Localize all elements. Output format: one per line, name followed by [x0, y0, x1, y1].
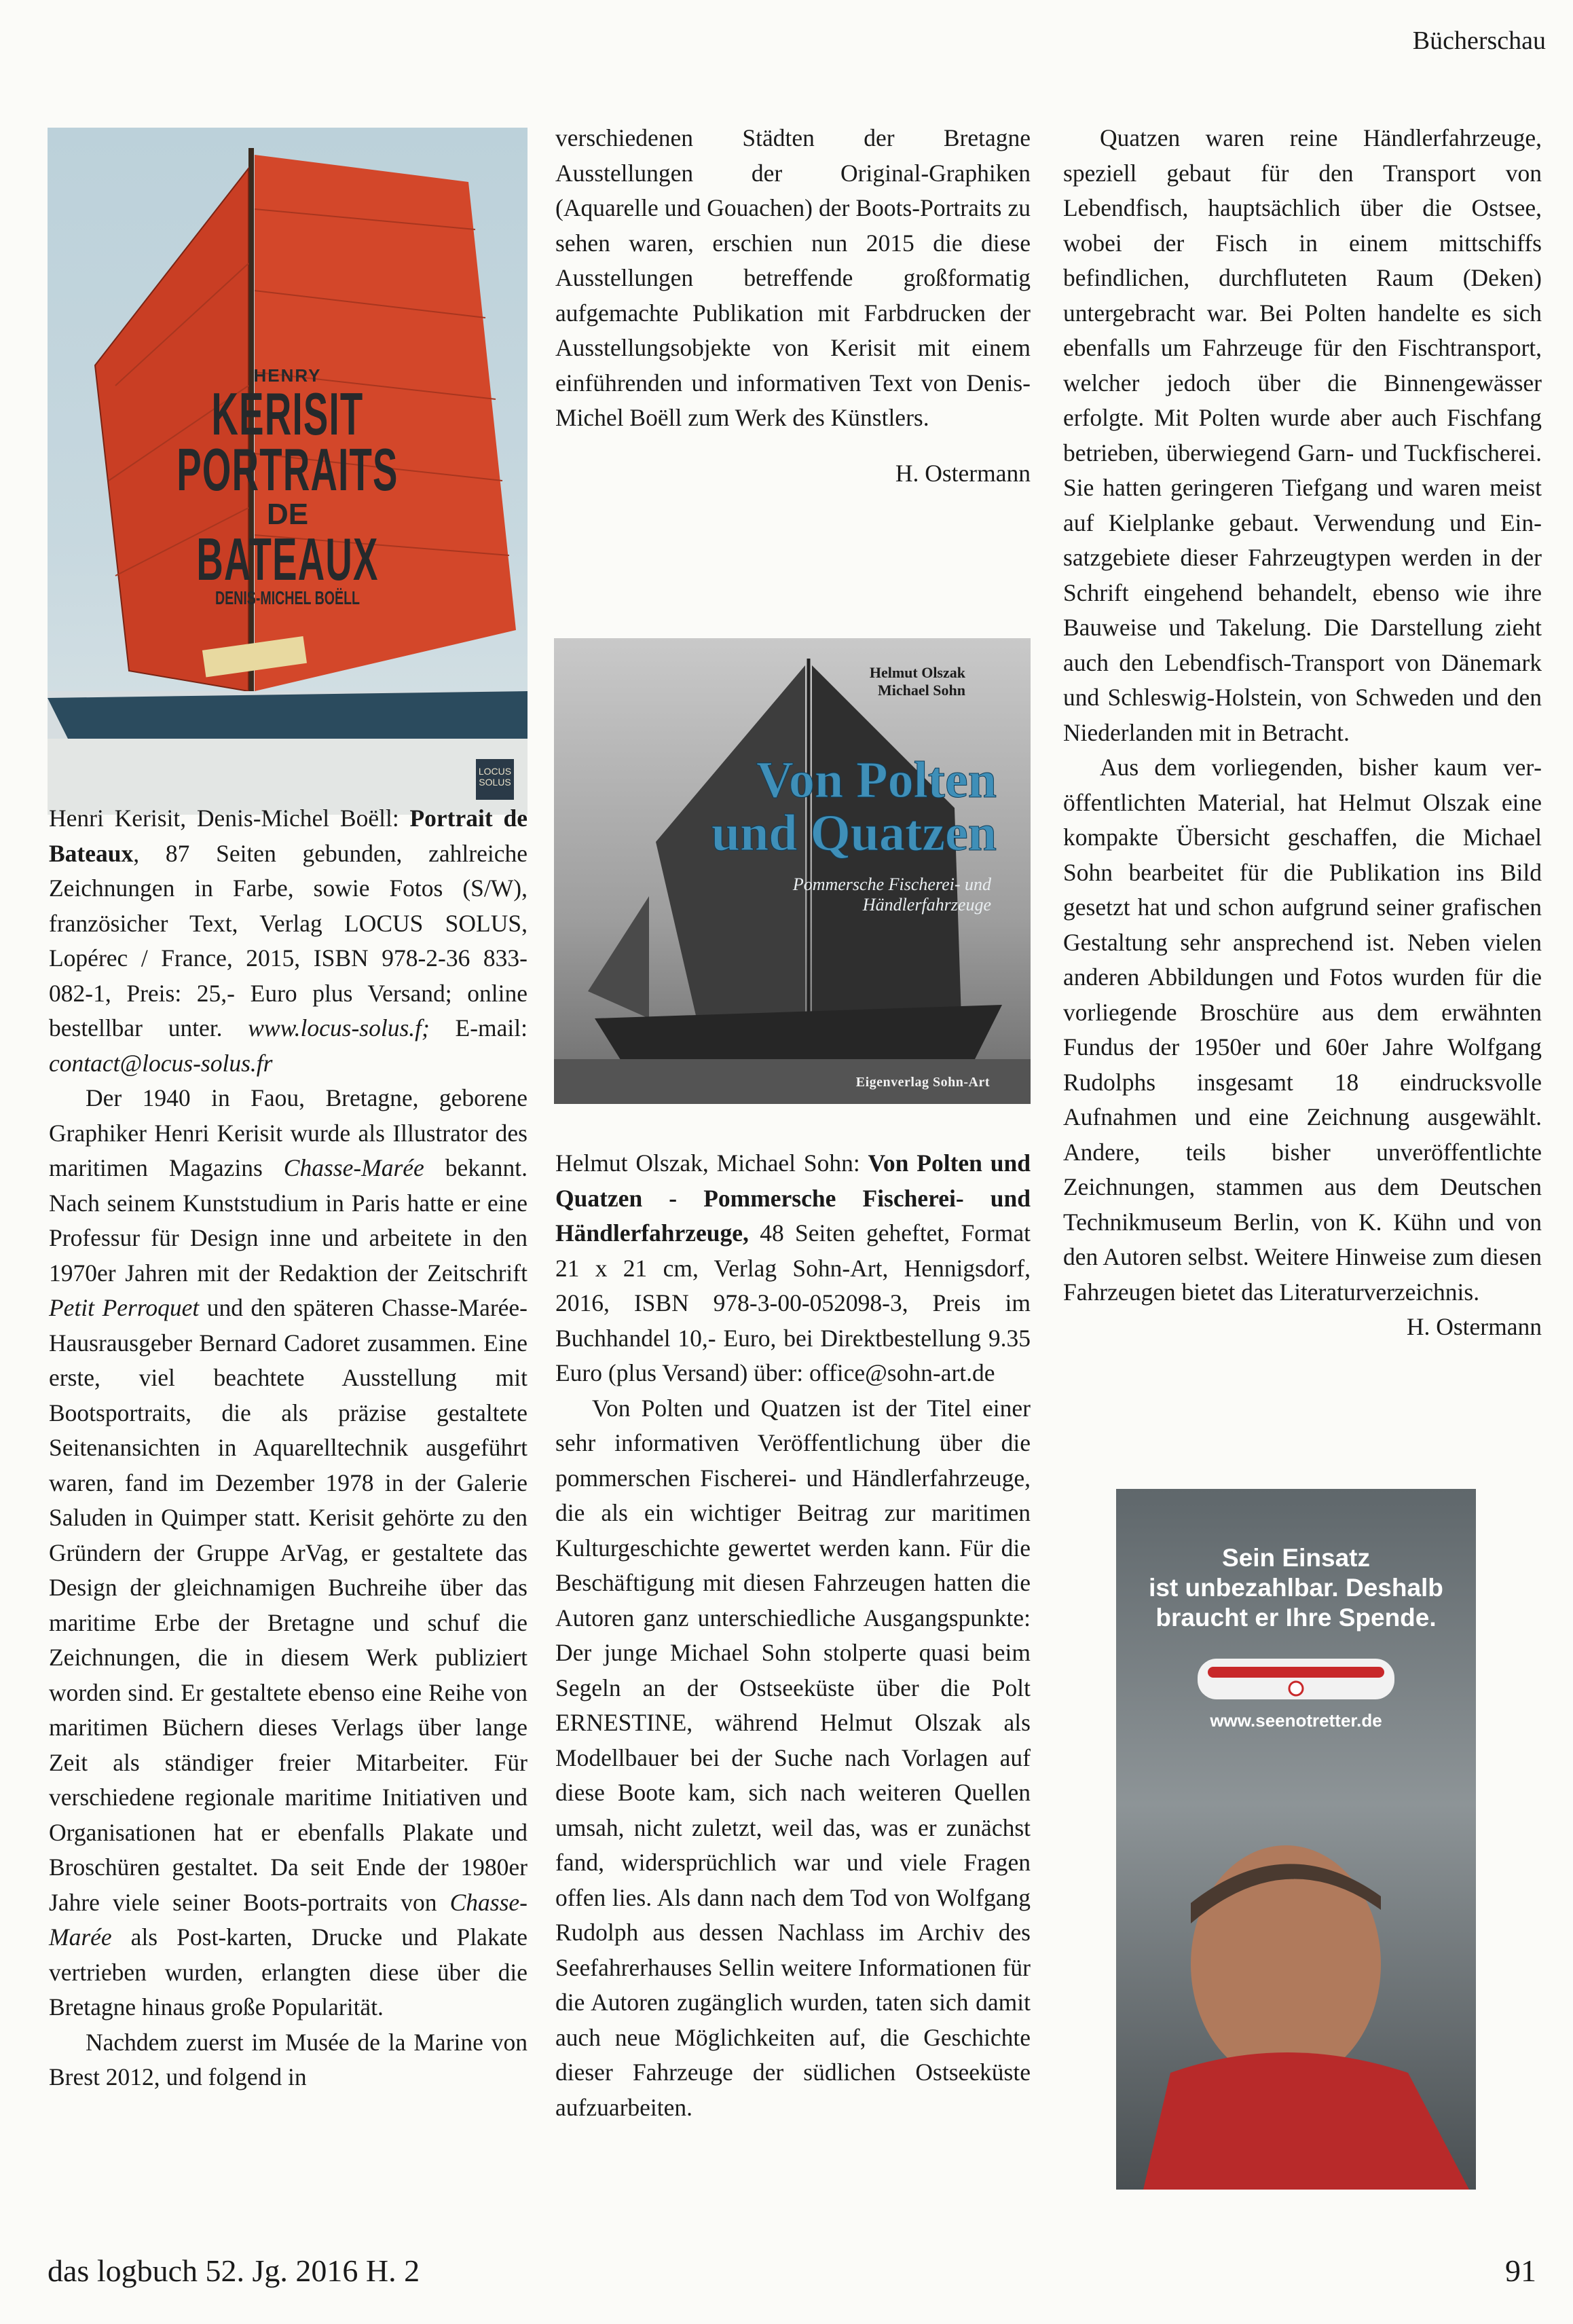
cover-title-line: KERISIT [211, 380, 364, 447]
book1-paragraph-continued: verschiedenen Städten der Bretagne Ausstellungen der Original-Graphiken (Aquarelle und Gouachen) der Boots-Portraits zu sehen waren, erschien nun 2015 die diese Ausstellungen betreffende großformatig aufgemachte Publikation mit Farbdrucken der Ausstellungsobjekte von Kerisit mit einem einführenden und informativen Text von Denis-Michel Boëll zum Werk des Künstlers. [555, 124, 1031, 431]
page-number: 91 [1505, 2253, 1536, 2288]
magazine-name: Petit Perroquet [49, 1294, 200, 1321]
cover2-subtitle [793, 874, 991, 915]
advert-slogan [1116, 1543, 1476, 1633]
advert-slogan-line: ist unbezahlbar. Deshalb [1149, 1574, 1443, 1602]
book2-signature: H. Ostermann [1406, 1313, 1542, 1340]
advert-slogan-line: Sein Einsatz [1222, 1544, 1370, 1572]
book1-citation [49, 801, 528, 1081]
text-run: und den späteren Chasse-Marée-Hausrausgeber Bernard Cadoret zusammen. Eine erste, viel beachtete Ausstellung mit Bootsportraits, die als präzise gestaltete Seitenansichten in Aquarelltechnik ausgeführt waren, fand im Dezember 1978 in der Galerie Saluden in Quimper statt. Kerisit gehörte zu den Gründern der Gruppe ArVag, er gestaltete das Design der gleichnamigen Buchreihe über das maritime Erbe der Bretagne und schuf die Zeichnungen, die in diesem Werk publiziert worden sind. Er gestaltete ebenso eine Reihe von maritimen Büchern dieses Verlags über lange Zeit als ständiger freier Mitarbeiter. Für verschiedene regionale maritime Initiativen und Organisationen hat er ebenfalls Plakate und Broschüren gestaltet. Da seit Ende der 1980er Jahre viele seiner Boots-portraits von [49, 1294, 528, 1916]
publisher-logo [476, 759, 514, 800]
cover-author-small: HENRY [253, 365, 322, 386]
book2-authors: Helmut Olszak, Michael Sohn: [555, 1149, 868, 1177]
footer-journal: das logbuch 52. Jg. 2016 H. 2 [48, 2253, 420, 2288]
text-run: bekannt. Nach seinem Kunststudium in Paris hatte er eine Professur für Design inne und arbeitete in den 1970er Jahren mit der Redaktion der Zeitschrift [49, 1154, 528, 1287]
book2-citation [555, 1146, 1031, 1391]
column-middle-bottom [555, 1146, 1031, 2125]
book1-email: contact@locus-solus.fr [49, 1049, 273, 1077]
book1-email-label: E-mail: [455, 1014, 528, 1041]
book2-details: 48 Seiten geheftet, Format 21 x 21 cm, Verlag Sohn-Art, Hennigsdorf, 2016, ISBN 978-3-00-052098-3, Preis im Buchhandel 10,- Euro, bei Direktbestellung 9.35 Euro (plus Versand) über: office@sohn-art.de [555, 1219, 1031, 1386]
cover-title-line: PORTRAITS [177, 436, 399, 503]
column-middle-top [555, 121, 1031, 491]
book-cover-polten [554, 638, 1031, 1104]
book2-title: Von Polten und Quatzen - Pommersche Fischerei- und Händlerfahrzeuge, [555, 1149, 1031, 1247]
magazine-name: Chasse-Marée [49, 1888, 528, 1951]
book1-authors: Henri Kerisit, Denis-Michel Boëll: [49, 805, 399, 832]
book1-title: Portrait de Bateaux [49, 805, 528, 867]
cover-coauthor: DENIS-MICHEL BOËLL [215, 587, 360, 608]
advertisement-seenotretter [1116, 1489, 1476, 2190]
book1-paragraph: Nachdem zuerst im Musée de la Marine von Brest 2012, und folgend in [49, 2028, 528, 2090]
text-run: Der 1940 in Faou, Bretagne, geborene Graphiker Henri Kerisit wurde als Illustrator des maritimen Magazins [49, 1084, 528, 1181]
cover2-title-line: und Quatzen [711, 805, 997, 862]
cover-title-line: BATEAUX [196, 525, 379, 593]
cover2-title [554, 754, 997, 860]
book2-paragraph: Quatzen waren reine Händlerfahrzeuge, speziell gebaut für den Transport von Lebendfisch, hauptsächlich über die Ostsee, wobei der Fisch in einem mittschiffs befindlichen, durchfluteten Raum (Deken) untergebracht war. Bei Polten handelte es sich ebenfalls um Fahrzeuge für den Fischtransport, welcher jedoch über die Binnengewässer erfolgte. Mit Polten wurde aber auch Fischfang betrieben, überwiegend Garn- und Tuckfischerei. Sie hatten geringeren Tiefgang und waren meist auf Kielplanke gebaut. Verwendung und Einsatzgebiete dieser Fahrzeugtypen werden in der Schrift eingehend behandelt, ebenso wie ihre Bauweise und Takelung. Die Darstellung zieht auch den Lebendfisch-Transport von Dänemark und Schleswig-Holstein, von Schweden und den Niederlanden mit in Betracht. [1063, 124, 1542, 746]
publisher-logo-line: SOLUS [479, 777, 511, 788]
text-run: als Post-karten, Drucke und Plakate vertrieben wurden, erlangten diese über die Bretagne hinaus große Popularität. [49, 1923, 528, 2021]
sailboat-photo [554, 638, 1031, 1104]
cover-title-line: DE [266, 498, 309, 531]
cover2-publisher: Eigenverlag Sohn-Art [855, 1075, 990, 1090]
section-title: Bücherschau [1412, 26, 1546, 55]
book1-details: , 87 Seiten gebunden, zahlreiche Zeichnungen in Farbe, sowie Fotos (S/W), französicher Text, Verlag LOCUS SOLUS, Lopérec / France, 2015, ISBN 978-2-36 833-082-1, Preis: 25,- Euro plus Versand; online bestellbar unter. [49, 839, 528, 1041]
book1-paragraph [49, 1081, 528, 2025]
advert-url: www.seenotretter.de [1210, 1710, 1382, 1731]
book1-web: www.locus-solus.f; [248, 1014, 430, 1041]
book2-paragraph: Aus dem vorliegenden, bisher kaum veröffentlichten Material, hat Helmut Olszak eine kompakte Übersicht geschaffen, die Michael Sohn bearbeitet für die Publikation ins Bild gesetzt hat und schon aufgrund seiner grafischen Gestaltung sehr ansprechend ist. Neben vielen anderen Abbildungen und Fotos wurden für die vorliegende Broschüre aus dem erwähnten Fundus der 1950er und 60er Jahre Wolfgang Rudolphs insgesamt 18 eindrucksvolle Aufnahmen und eine Zeichnung ausgewählt. Andere, teils bisher unveröffentlichte Zeichnungen, stammen aus dem Deutschen Technikmuseum Berlin, von K. Kühn und von den Autoren selbst. Weitere Hinweise zum diesen Fahrzeugen bietet das Literaturverzeichnis. [1063, 754, 1542, 1306]
advert-slogan-line: braucht er Ihre Spende. [1155, 1604, 1437, 1631]
column-left [49, 801, 528, 2095]
column-right [1063, 121, 1542, 1345]
cover2-author: Helmut Olszak [869, 664, 965, 681]
cover2-subtitle-line: Pommersche Fischerei- und [792, 874, 991, 894]
publisher-logo-line: LOCUS [478, 766, 512, 777]
book2-paragraph: Von Polten und Quatzen ist der Titel einer sehr informativen Veröffentlichung über die pommerschen Fischerei- und Händlerfahrzeuge, die als ein wichtiger Beitrag zur maritimen Kulturgeschichte gewertet werden kann. Für die Beschäftigung mit diesen Fahrzeugen hatten die Autoren ganz unterschiedliche Ausgangspunkte: Der junge Michael Sohn stolperte quasi beim Segeln an der Ostseeküste über die Polt ERNESTINE, während Helmut Olszak als Modellbauer bei der Suche nach Vorlagen auf diese Boote kam, sich nach weiteren Quellen umsah, nicht zuletzt, weil das, was er zunächst fand, widersprüchlich war und viele Fragen offen lies. Als dann nach dem Tod von Wolfgang Rudolph aus dessen Nachlass im Archiv des Seefahrerhauses Sellin weitere Informationen für die Autoren zugänglich wurden, taten sich damit auch neue Möglichkeiten auf, die Geschichte dieser Fahrzeuge der südlichen Ostseeküste aufzuarbeiten. [555, 1394, 1031, 2121]
cover2-authors [870, 664, 965, 699]
cover2-author: Michael Sohn [878, 682, 965, 699]
cover2-subtitle-line: Händlerfahrzeuge [862, 895, 991, 915]
book1-signature: H. Ostermann [895, 459, 1031, 487]
book-cover-kerisit [48, 128, 528, 815]
magazine-name: Chasse-Marée [283, 1154, 424, 1181]
cover-title-block [48, 365, 528, 609]
cover2-title-line: Von Polten [756, 752, 997, 809]
